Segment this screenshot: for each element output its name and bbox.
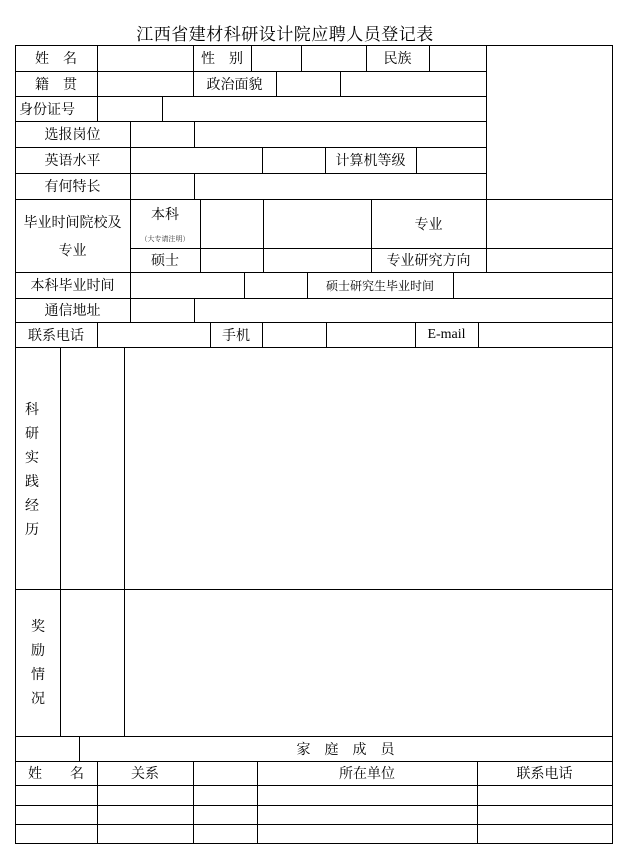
label-ethnicity: 民族	[383, 51, 412, 67]
field-ethnicity[interactable]	[430, 46, 486, 71]
field-address[interactable]	[195, 299, 612, 322]
family-header-phone: 联系电话	[516, 766, 573, 782]
label-native-place: 籍 贯	[35, 76, 77, 93]
label-mobile: 手机	[222, 327, 250, 344]
field-native-place[interactable]	[98, 72, 193, 96]
label-bachelor-grad-time: 本科毕业时间	[30, 278, 115, 294]
field-id-number[interactable]	[163, 97, 486, 121]
field-gender[interactable]	[252, 46, 301, 71]
label-political-status: 政治面貌	[206, 76, 263, 93]
label-major: 专业	[414, 216, 443, 233]
label-family-members: 家 庭 成 员	[296, 741, 395, 758]
label-bachelor: 本科	[151, 207, 179, 223]
photo-area[interactable]	[487, 46, 612, 199]
label-specialty: 有何特长	[44, 179, 101, 195]
label-address: 通信地址	[44, 303, 101, 319]
field-name[interactable]	[98, 46, 193, 71]
label-english-level: 英语水平	[44, 153, 101, 169]
field-email[interactable]	[479, 323, 612, 347]
family-header-relation: 关系	[131, 766, 159, 782]
family-header-name: 姓 名	[28, 766, 84, 782]
label-research-practice: 科 研 实 践 经 历	[25, 402, 39, 538]
label-graduation-line2: 专业	[58, 243, 87, 259]
label-master-grad-time: 硕士研究生毕业时间	[325, 278, 434, 293]
form-title: 江西省建材科研设计院应聘人员登记表	[136, 25, 434, 45]
label-email: E-mail	[427, 326, 466, 342]
field-computer-level[interactable]	[417, 148, 486, 173]
field-english-level[interactable]	[131, 148, 262, 173]
label-master: 硕士	[151, 253, 179, 269]
label-id-number: 身份证号	[19, 101, 75, 118]
label-graduation-line1: 毕业时间院校及	[23, 215, 122, 231]
label-awards: 奖 励 情 况	[31, 619, 45, 707]
field-mobile[interactable]	[263, 323, 326, 347]
label-gender: 性 别	[201, 51, 243, 67]
label-position: 选报岗位	[44, 127, 101, 143]
field-phone[interactable]	[98, 323, 210, 347]
label-research-direction: 专业研究方向	[386, 253, 471, 269]
label-phone: 联系电话	[28, 327, 84, 344]
field-awards[interactable]	[125, 590, 612, 736]
family-header-employer: 所在单位	[339, 766, 395, 782]
field-specialty[interactable]	[195, 174, 486, 199]
label-computer-level: 计算机等级	[335, 153, 406, 169]
field-political-status[interactable]	[277, 72, 340, 96]
label-name: 姓 名	[35, 51, 77, 67]
label-bachelor-note: （大专请注明）	[140, 235, 190, 243]
field-research-practice[interactable]	[125, 348, 612, 589]
field-position[interactable]	[195, 122, 486, 147]
